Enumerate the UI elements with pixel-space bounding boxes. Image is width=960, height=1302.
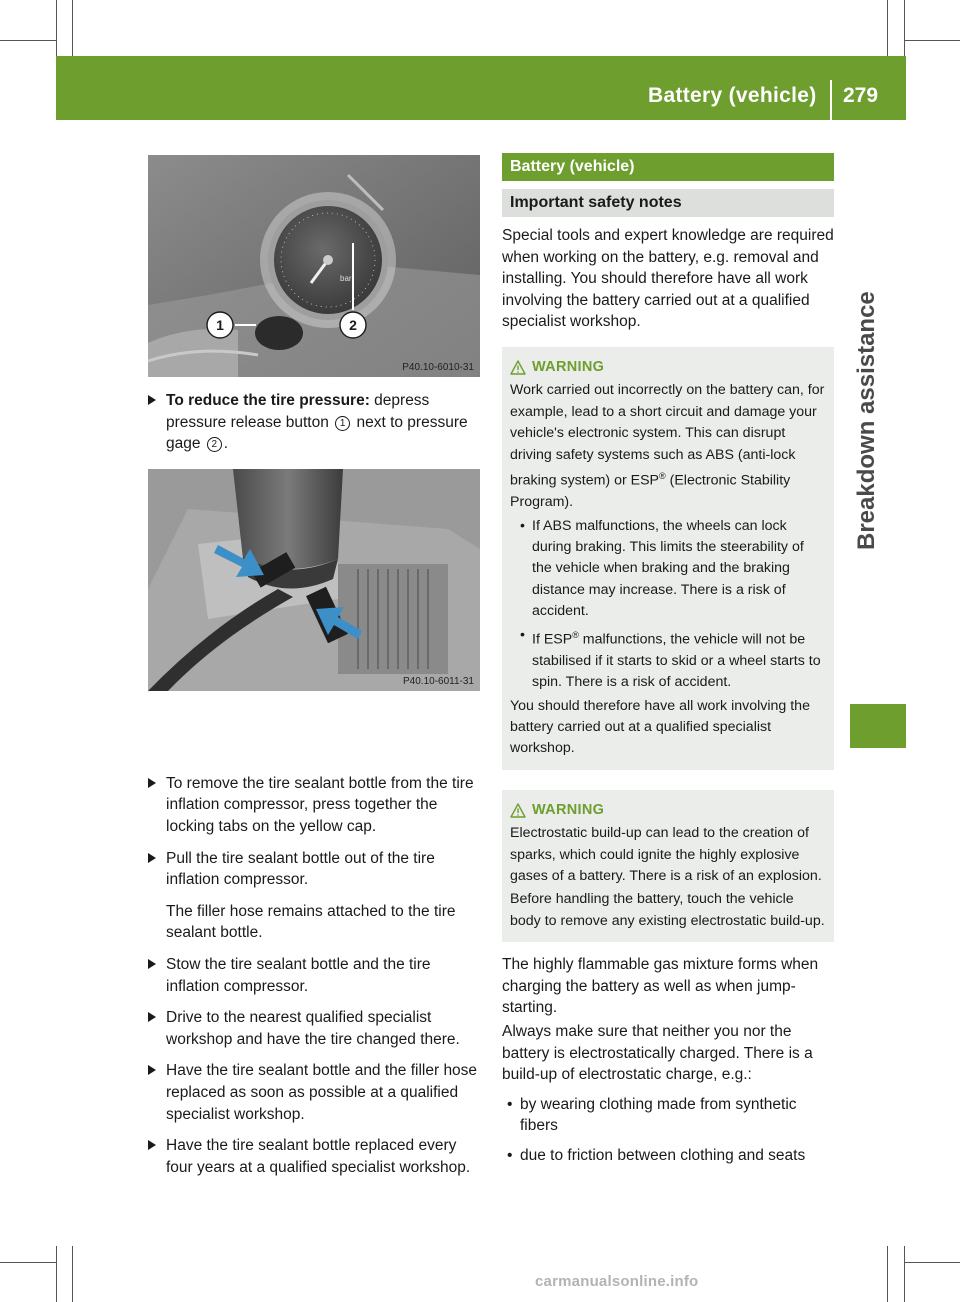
instruction-step: Have the tire sealant bottle and the filler hose replaced as soon as possible at a qualified specialist workshop. [148,1060,483,1125]
instruction-step: Drive to the nearest qualified specialist workshop and have the tire changed there. [148,1007,483,1050]
step-bold-label: To reduce the tire pressure: [166,392,370,409]
warning-bullet: • If ESP® malfunctions, the vehicle will not be stabilised if it starts to skid or a wheel starts to spin. There is a risk of accident. [518,625,826,694]
callout-1-ref: 1 [335,416,350,431]
instruction-step: Pull the tire sealant bottle out of the tire inflation compressor. The filler hose remains attached to the tire sealant bottle. [148,848,483,944]
figure-spacer [148,465,483,773]
warning-triangle-icon [510,360,526,375]
figure-code: P40.10-6010-31 [402,362,474,373]
step-arrow-icon [148,778,156,788]
step-arrow-icon [148,1140,156,1150]
body-paragraph: Always make sure that neither you nor the battery is electrostatically charged. There is a build-up of electrostatic charge, e.g.: [502,1022,813,1084]
gauge-unit-label: bar [340,274,352,283]
figure-code: P40.10-6011-31 [403,676,474,687]
crop-mark [887,0,888,56]
pressure-gauge-illustration [148,155,480,377]
crop-mark [904,40,960,41]
warning-title: WARNING [532,801,605,818]
page-number: 279 [843,84,879,107]
callout-2: 2 [349,317,357,333]
intro-paragraph: Special tools and expert knowledge are required when working on the battery, e.g. removal and installing. You should therefore have all work involving the battery carried out at a qualified specialist workshop. [502,227,834,331]
callout-2-ref: 2 [207,437,222,452]
crop-mark [904,1262,960,1263]
section-heading: Battery (vehicle) [502,153,834,181]
side-tab-marker [850,704,906,748]
subsection-heading: Important safety notes [502,189,834,217]
page-header-title: Battery (vehicle) [648,84,817,107]
step-arrow-icon [148,853,156,863]
crop-mark [904,0,905,56]
watermark: carmanualsonline.info [535,1273,699,1290]
warning-box: WARNING Electrostatic build-up can lead to the creation of sparks, which could ignite the highly explosive gases of a battery. There is a risk of an explosion. Before handling the battery, touch the vehicle body to remove any existing electrostatic build-up. [502,790,834,942]
instruction-step: Have the tire sealant bottle replaced every four years at a qualified specialist workshop. [148,1135,483,1178]
warning-triangle-icon [510,803,526,818]
crop-mark [887,1246,888,1302]
callout-1: 1 [216,317,224,333]
instruction-step: To reduce the tire pressure: depress pressure release button 1 next to pressure gage 2 . [148,390,483,455]
crop-mark [904,1246,905,1302]
left-column [148,390,483,1188]
warning-box: WARNING Work carried out incorrectly on the battery can, for example, lead to a short circuit and damage your vehicle's electronic system. This can disrupt driving safety systems such as ABS (anti-lock braking system) or ESP® (Electronic Stability Program). • If ABS malfunctions, the wheels can lock during braking. This limits the steerability of the vehicle when braking and the braking distance may increase. There is a risk of accident. • If ESP® malfunctions, the vehicle will not be stabilised if it starts to skid or a wheel starts to spin. There is a risk of accident. You should therefore have all work involving the battery carried out at a qualified specialist workshop. [502,347,834,770]
list-item: • by wearing clothing made from synthetic fibers [502,1094,834,1137]
crop-mark [72,1246,73,1302]
instruction-step: Stow the tire sealant bottle and the tire inflation compressor. [148,954,483,997]
warning-bullet: • If ABS malfunctions, the wheels can lock during braking. This limits the steerability of the vehicle when braking and the braking distance may increase. There is a risk of accident. [518,516,826,623]
step-arrow-icon [148,1065,156,1075]
instruction-step: To remove the tire sealant bottle from the tire inflation compressor, press together the locking tabs on the yellow cap. [148,773,483,838]
step-arrow-icon [148,959,156,969]
step-arrow-icon [148,1012,156,1022]
side-tab-label: Breakdown assistance [853,291,880,550]
right-column [502,153,834,1167]
crop-mark [0,40,56,41]
crop-mark [56,1246,57,1302]
crop-mark [0,1262,56,1263]
list-item: • due to friction between clothing and seats [502,1145,834,1167]
body-paragraph: The highly flammable gas mixture forms when charging the battery as well as when jump-starting. [502,956,819,1017]
crop-mark [56,0,57,56]
header-separator [830,80,832,120]
crop-mark [72,0,73,56]
step-arrow-icon [148,395,156,405]
warning-title: WARNING [532,358,605,375]
figure-pressure-gauge [148,155,480,377]
